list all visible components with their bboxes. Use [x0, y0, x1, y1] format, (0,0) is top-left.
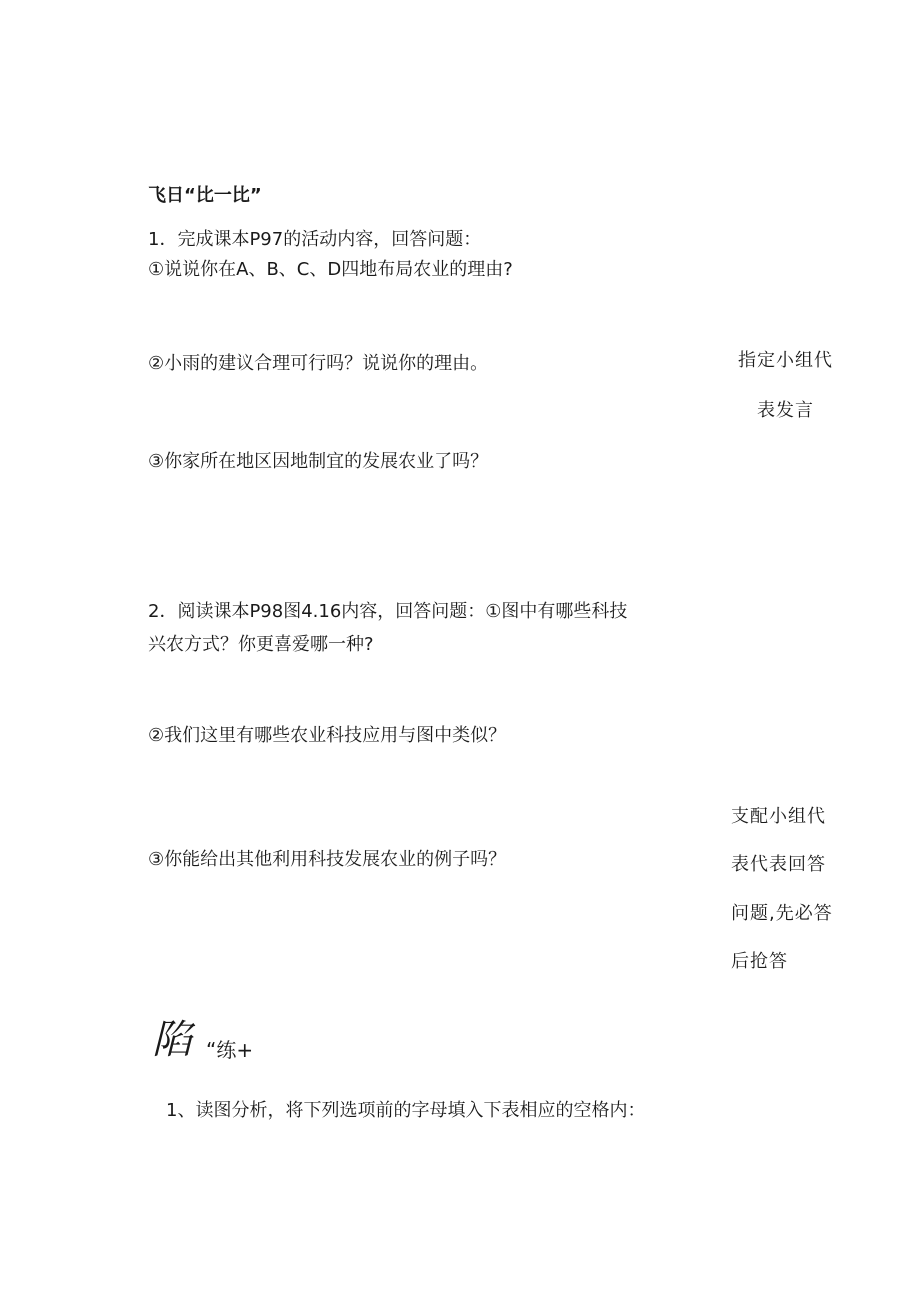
question-1-part-c: ③你家所在地区因地制宜的发展农业了吗？ — [148, 451, 489, 472]
question-2-part-c: ③你能给出其他利用科技发展农业的例子吗？ — [148, 849, 507, 870]
side-note-2-line-3: 问题,先必答 — [731, 903, 833, 924]
side-note-1-line-1: 指定小组代 — [738, 350, 833, 371]
practice-heading-text: “练+ — [206, 1038, 254, 1062]
question-2-line-1: 2．阅读课本P98图4.16内容，回答问题：①图中有哪些科技 — [148, 601, 628, 622]
question-2-line-2: 兴农方式？你更喜爱哪一种? — [148, 634, 374, 655]
question-1-part-b: ②小雨的建议合理可行吗？说说你的理由。 — [148, 353, 489, 374]
side-note-2-line-4: 后抢答 — [731, 951, 788, 972]
practice-question-1: 1、读图分析，将下列选项前的字母填入下表相应的空格内： — [166, 1100, 646, 1121]
question-1-part-a: ①说说你在A、B、C、D四地布局农业的理由? — [148, 259, 513, 280]
practice-heading-glyph: 陷 — [152, 1017, 192, 1063]
section-heading: 飞日“比一比” — [148, 185, 262, 206]
question-1-title: 1．完成课本P97的活动内容，回答问题： — [148, 229, 482, 250]
question-2-part-b: ②我们这里有哪些农业科技应用与图中类似？ — [148, 725, 507, 746]
side-note-1-line-2: 表发言 — [757, 400, 814, 421]
side-note-2-line-2: 表代表回答 — [731, 854, 826, 875]
side-note-2-line-1: 支配小组代 — [731, 806, 826, 827]
